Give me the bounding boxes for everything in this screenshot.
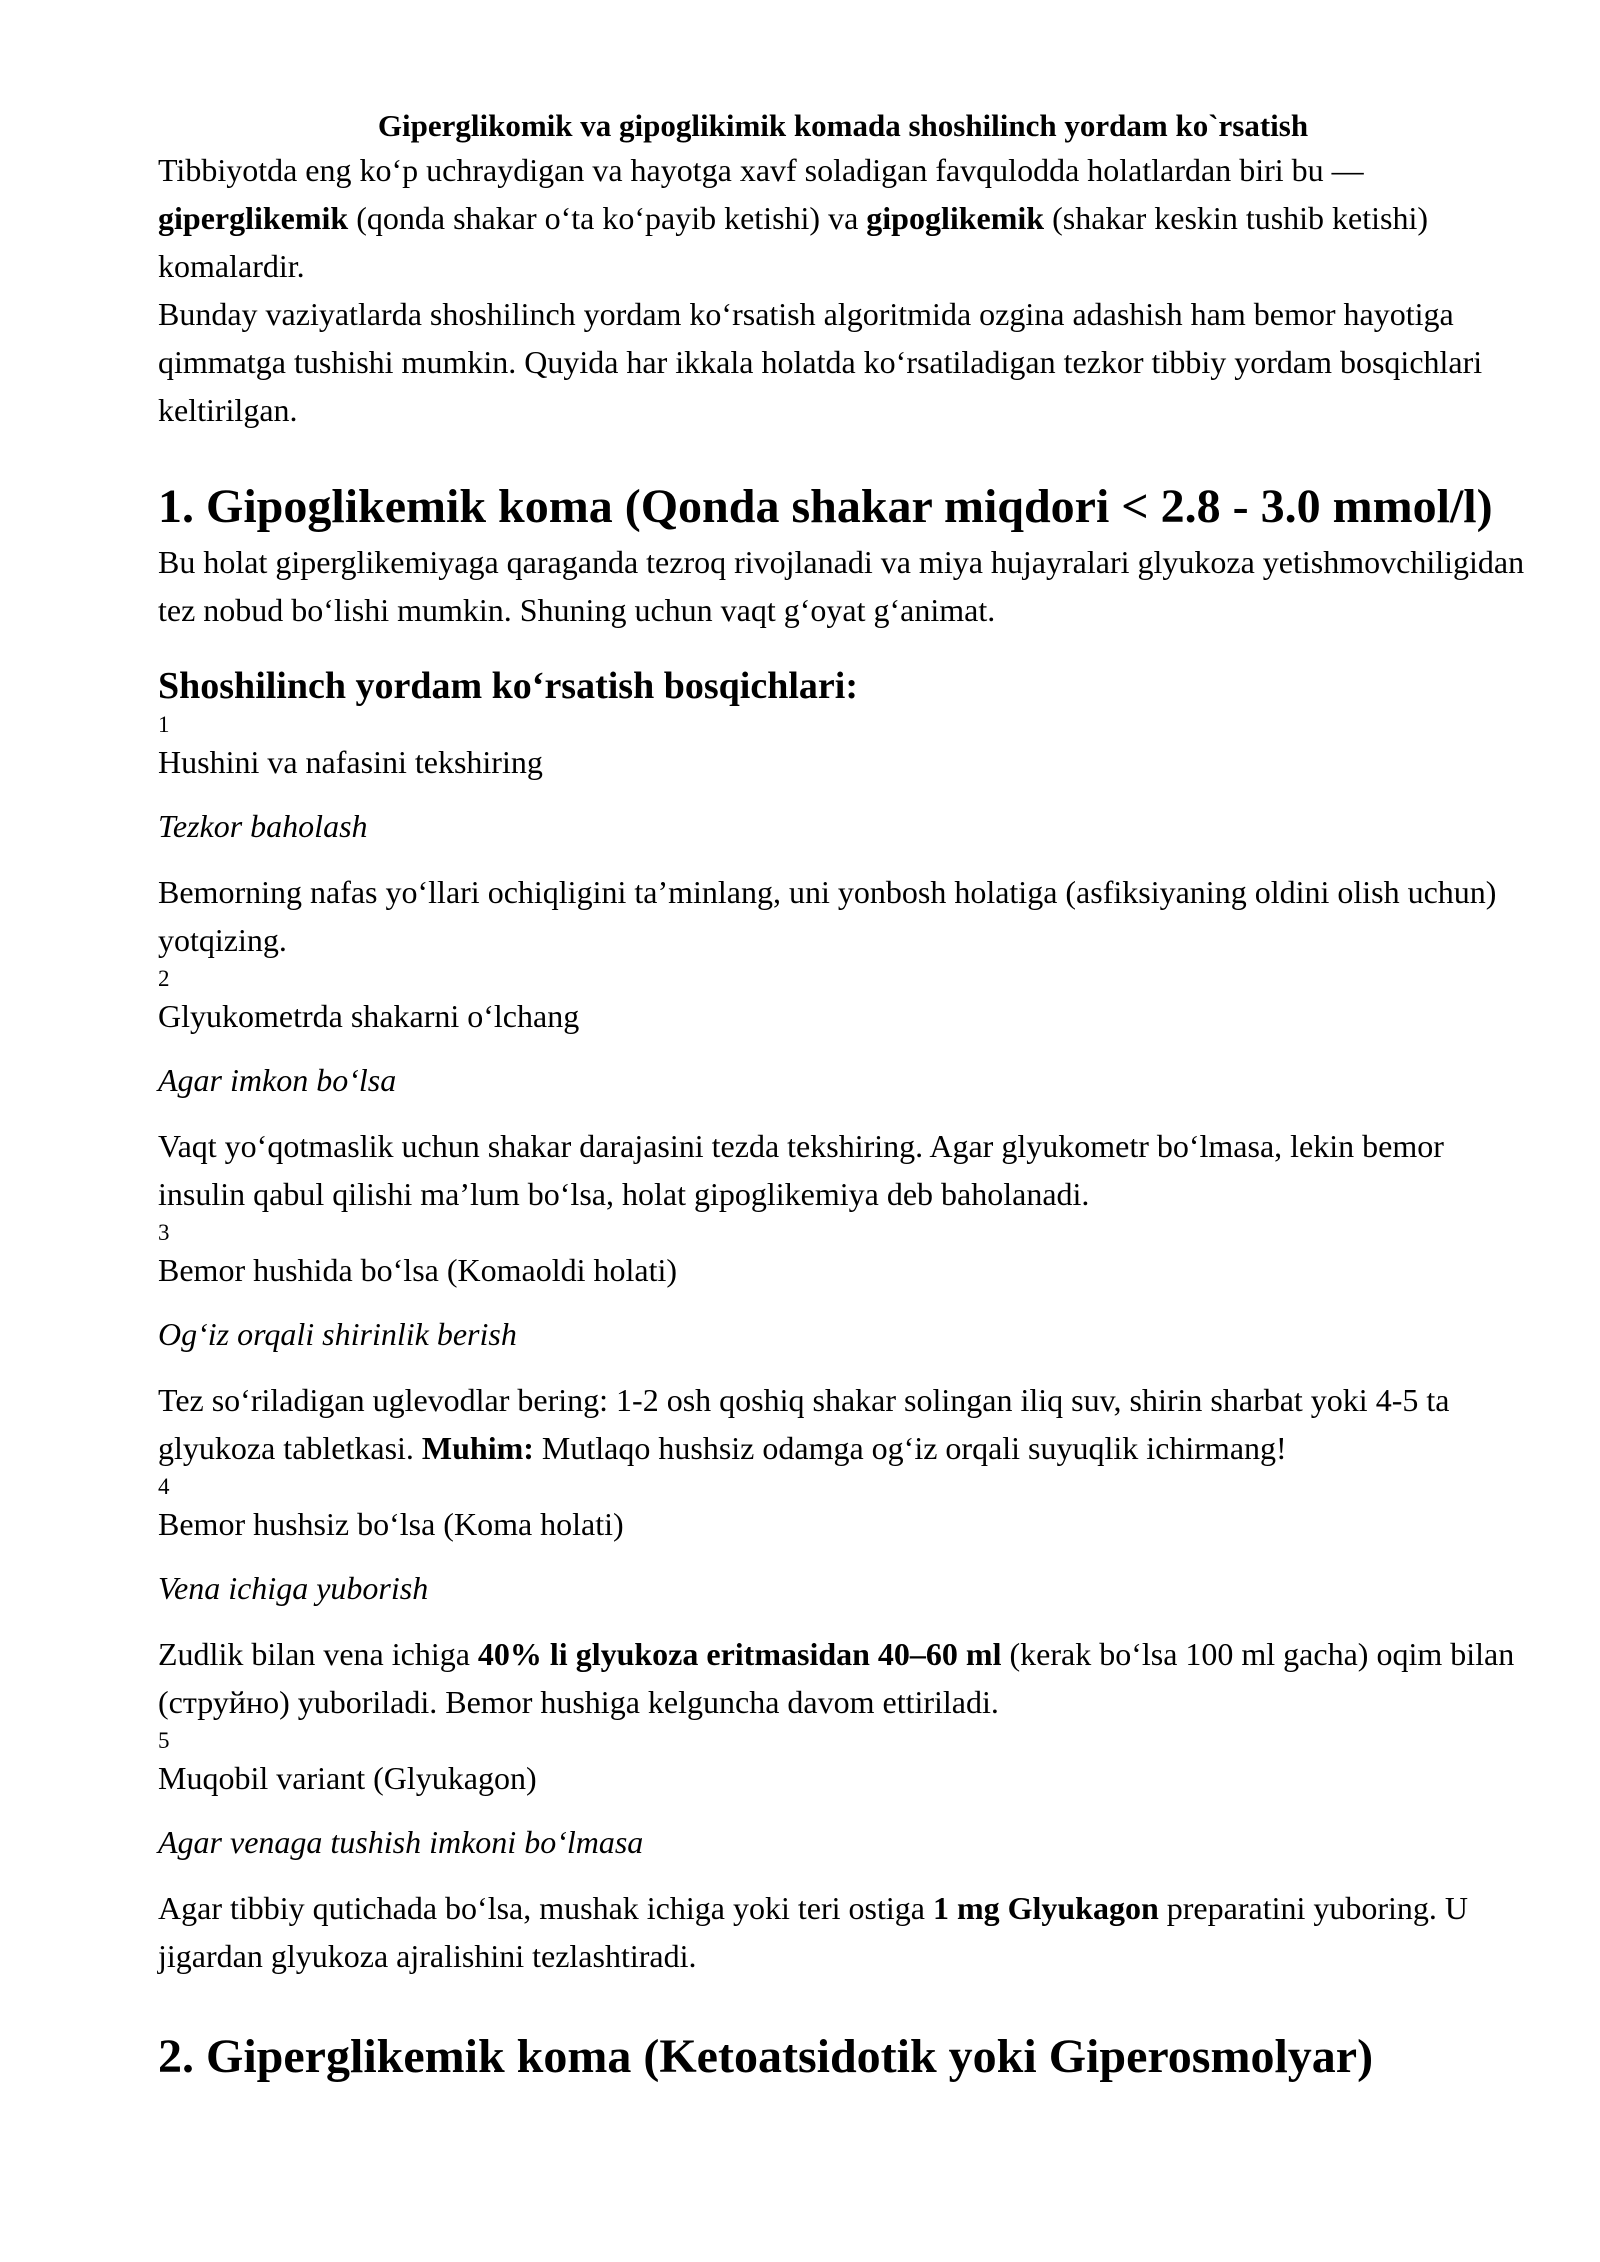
- step-subtitle: Tezkor baholash: [158, 808, 368, 844]
- intro-text-1e: (shakar keskin tushib ketishi) komalardir.: [158, 200, 1429, 284]
- section1-subheading: Shoshilinch yordam ko‘rsatish bosqichlari:: [158, 665, 858, 707]
- step-3: [158, 1218, 1538, 1472]
- intro-term-hyperglycemic: giperglikemik: [158, 200, 349, 236]
- step-5: [158, 1726, 1538, 1980]
- step-title: Bemor hushida bo‘lsa (Komaoldi holati): [158, 1252, 678, 1288]
- step-number: 4: [158, 1474, 170, 1499]
- step-desc-text: Tez so‘riladigan uglevodlar bering: 1-2 osh qoshiq shakar solingan iliq suv, shirin sharbat yoki 4-5 ta glyukoza tabletkasi.: [158, 1382, 1450, 1466]
- section1-text: Bu holat giperglikemiyaga qaraganda tezroq rivojlanadi va miya hujayralari glyukoza yetishmovchiligidan tez nobud bo‘lishi mumkin. Shuning uchun vaqt g‘oyat g‘animat.: [158, 544, 1525, 628]
- intro-term-hypoglycemic: gipoglikemik: [866, 200, 1045, 236]
- step-title: Bemor hushsiz bo‘lsa (Koma holati): [158, 1506, 624, 1542]
- intro-text-1a: Tibbiyotda eng ko‘p uchraydigan va hayotga xavf soladigan favqulodda holatlardan biri bu —: [158, 152, 1364, 188]
- intro-paragraph-1: [158, 146, 1538, 290]
- step-title: Muqobil variant (Glyukagon): [158, 1760, 537, 1796]
- step-1: [158, 710, 1538, 964]
- step-desc-emphasis: Muhim:: [421, 1430, 534, 1466]
- step-desc-text: (kerak bo‘lsa 100 ml gacha) oqim bilan (струйно) yuboriladi. Bemor hushiga kelguncha davom ettiriladi.: [158, 1636, 1515, 1720]
- step-2: [158, 964, 1538, 1218]
- step-title: Hushini va nafasini tekshiring: [158, 744, 543, 780]
- document-content: [158, 106, 1538, 2088]
- step-number: 5: [158, 1728, 170, 1753]
- step-desc-emphasis: 40% li glyukoza eritmasidan 40–60 ml: [477, 1636, 1002, 1672]
- step-number: 2: [158, 966, 170, 991]
- step-subtitle: Og‘iz orqali shirinlik berish: [158, 1316, 517, 1352]
- step-subtitle: Agar imkon bo‘lsa: [158, 1062, 397, 1098]
- step-subtitle: Agar venaga tushish imkoni bo‘lmasa: [158, 1824, 644, 1860]
- step-description: Vaqt yo‘qotmaslik uchun shakar darajasini tezda tekshiring. Agar glyukometr bo‘lmasa, lekin bemor insulin qabul qilishi ma’lum bo‘lsa, holat gipoglikemiya deb baholanadi.: [158, 1128, 1444, 1212]
- section1-heading: 1. Gipoglikemik koma (Qonda shakar miqdori < 2.8 - 3.0 mmol/l): [158, 480, 1493, 533]
- intro-paragraph-2: Bunday vaziyatlarda shoshilinch yordam ko‘rsatish algoritmida ozgina adashish ham bemor hayotiga qimmatga tushishi mumkin. Quyida har ikkala holatda ko‘rsatiladigan tezkor tibbiy yordam bosqichlari keltirilgan.: [158, 296, 1483, 428]
- step-description: [158, 1630, 1538, 1726]
- step-subtitle: Vena ichiga yuborish: [158, 1570, 429, 1606]
- step-description: Bemorning nafas yo‘llari ochiqligini ta’minlang, uni yonbosh holatiga (asfiksiyaning oldini olish uchun) yotqizing.: [158, 874, 1497, 958]
- step-description: [158, 1884, 1538, 1980]
- document-title: Giperglikomik va gipoglikimik komada shoshilinch yordam ko`rsatish: [377, 108, 1309, 143]
- step-desc-text: Agar tibbiy qutichada bo‘lsa, mushak ichiga yoki teri ostiga: [158, 1890, 933, 1926]
- step-title: Glyukometrda shakarni o‘lchang: [158, 998, 580, 1034]
- step-desc-text: preparatini yuboring. U jigardan glyukoza ajralishini tezlashtiradi.: [158, 1890, 1469, 1974]
- step-number: 1: [158, 712, 170, 737]
- step-desc-emphasis: 1 mg Glyukagon: [932, 1890, 1159, 1926]
- intro-text-1c: (qonda shakar o‘ta ko‘payib ketishi) va: [348, 200, 867, 236]
- section2-heading: 2. Giperglikemik koma (Ketoatsidotik yoki Giperosmolyar): [158, 2030, 1374, 2083]
- step-number: 3: [158, 1220, 170, 1245]
- step-description: [158, 1376, 1538, 1472]
- step-desc-text: Mutlaqo hushsiz odamga og‘iz orqali suyuqlik ichirmang!: [533, 1430, 1287, 1466]
- step-desc-text: Zudlik bilan vena ichiga: [158, 1636, 478, 1672]
- step-4: [158, 1472, 1538, 1726]
